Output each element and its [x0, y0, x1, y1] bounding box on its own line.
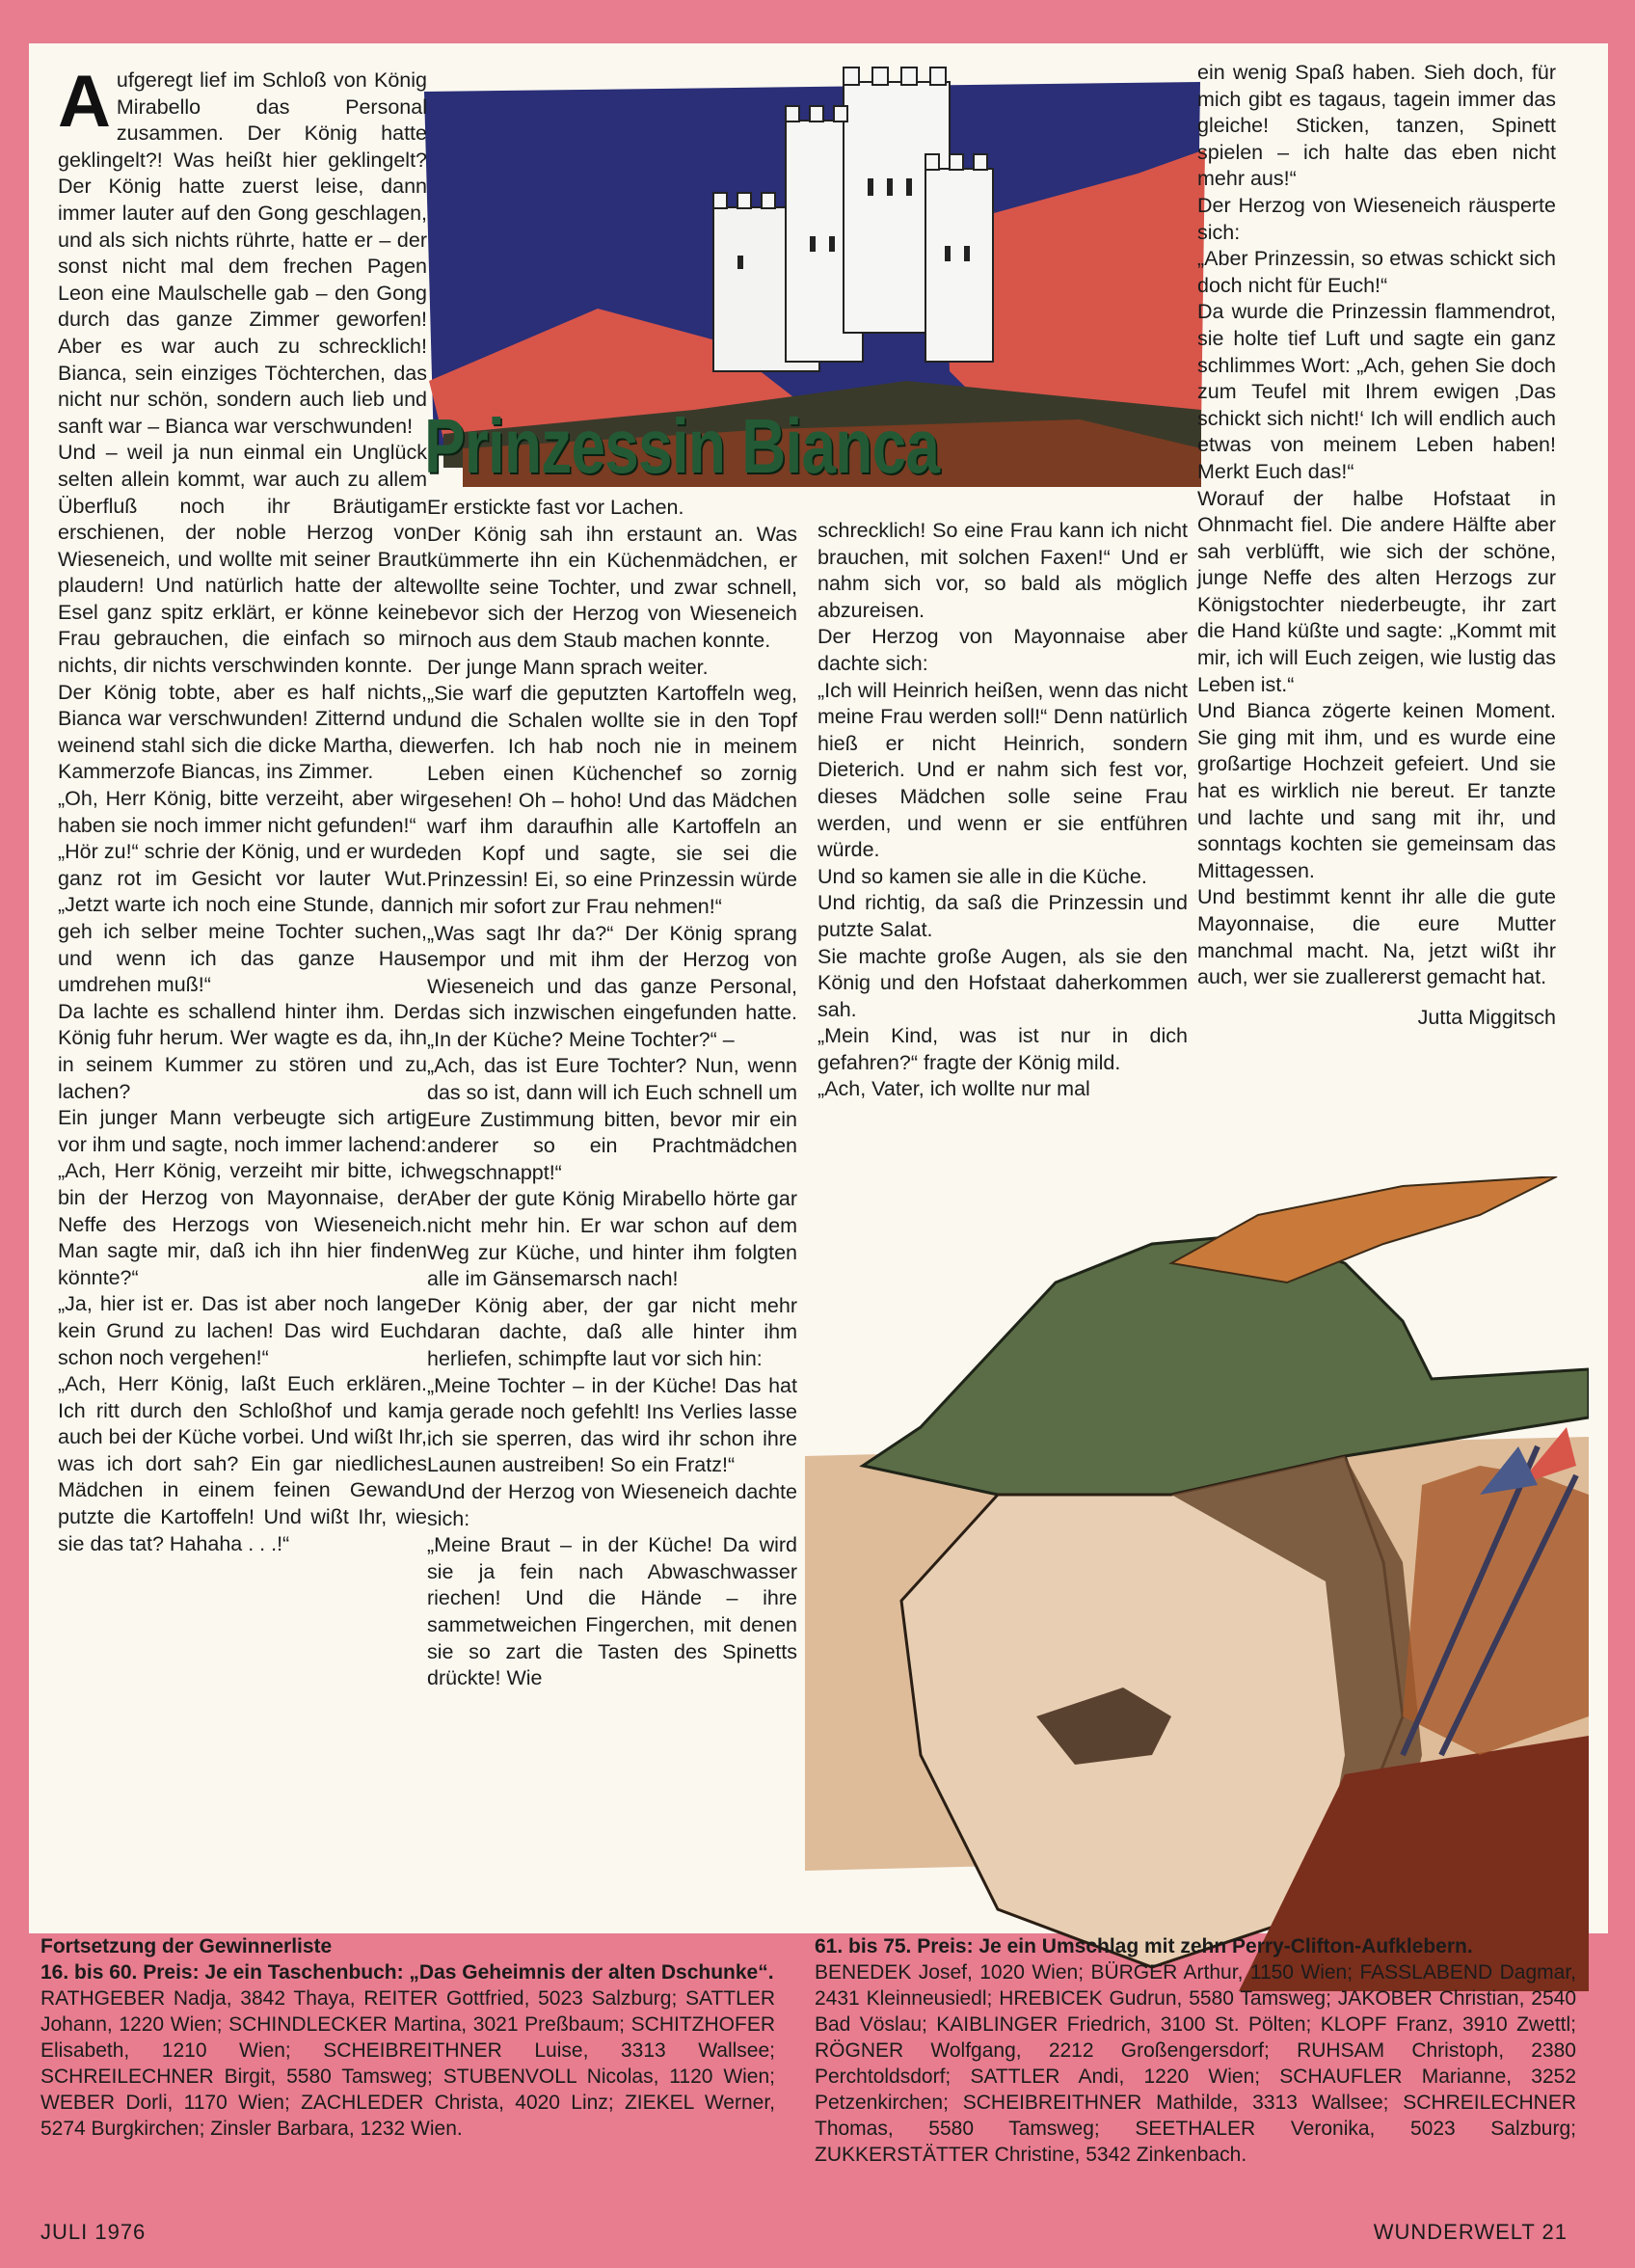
paragraph: Da lachte es schallend hinter ihm. Der König fuhr herum. Wer wagte es da, ihn in seinem Kummer zu stören und zu lachen? [58, 999, 427, 1103]
paragraph: „Meine Braut – in der Küche! Da wird sie ja fein nach Abwaschwasser riechen! Und die Hände – ihre sammetweichen Fingerchen, mit denen sie so zart die Tasten des Spinetts drückte! Wie [427, 1533, 797, 1690]
paragraph: „Ich will Heinrich heißen, wenn das nicht meine Frau werden soll!“ Denn natürlich hieß er nicht Heinrich, sondern Dieterich. Und er nahm sich fest vor, dieses Mädchen solle seine Frau werden, und wenn er sie entführen würde. [818, 678, 1188, 862]
paragraph: Und so kamen sie alle in die Küche. [818, 864, 1147, 888]
paragraph: „Meine Tochter – in der Küche! Das hat ja gerade noch gefehlt! Ins Verlies lasse ich sie sperren, das wird ihr schon ihre Launen austreiben! So ein Fratz!“ [427, 1373, 797, 1477]
paragraph: Der junge Mann sprach weiter. [427, 655, 709, 679]
column-3 [818, 518, 1188, 1103]
column-2 [427, 495, 797, 1692]
magazine-page [29, 43, 1608, 1933]
paragraph: Der König tobte, aber es half nichts, Bianca war verschwunden! Zitternd und weinend stahl sich die dicke Martha, die Kammerzofe Biancas, ins Zimmer. [58, 680, 427, 784]
paragraph: Und der Herzog von Wieseneich dachte sich: [427, 1479, 797, 1530]
paragraph: Sie machte große Augen, als sie den König und den Hofstaat daherkommen sah. [818, 944, 1188, 1021]
paragraph: Aufgeregt lief im Schloß von König Mirabello das Personal zusammen. Der König hatte geklingelt?! Was heißt hier geklingelt? Der König hatte zuerst leise, dann immer lauter auf den Gong geschlagen, und als sich nichts rührte, hatte er – der sonst nicht mal dem frechen Pagen Leon eine Maulschelle gab – den Gong durch das ganze Zimmer geworfen! Aber es war auch zu schrecklich! Bianca, sein einziges Töchterchen, das nicht nur schön, sondern auch lieb und sanft war – Bianca war verschwunden! [58, 61, 427, 438]
paragraph: schrecklich! So eine Frau kann ich nicht brauchen, mit solchen Faxen!“ Und er nahm sich vor, so bald als möglich abzureisen. [818, 519, 1188, 622]
paragraph: Der König aber, der gar nicht mehr daran dachte, daß alle hinter ihm herliefen, schimpfte laut vor sich hin: [427, 1293, 797, 1370]
winners-list-left [40, 1933, 775, 2142]
paragraph: „Was sagt Ihr da?“ Der König sprang empor und mit ihm der Herzog von Wieseneich und das ganze Personal, das sich inzwischen eingefunden hatte. „In der Küche? Meine Tochter?“ – [427, 921, 797, 1051]
winner-names: RATHGEBER Nadja, 3842 Thaya, REITER Gottfried, 5023 Salzburg; SATTLER Johann, 1220 Wien; SCHINDLECKER Martina, 3021 Preßbaum; SCHITZHOFER Elisabeth, 1210 Wien; SCHEIBREITHNER Luise, 3313 Wallsee; SCHREILECHNER Birgit, 5580 Tamsweg; STUBENVOLL Nicolas, 1120 Wien; WEBER Dorli, 1170 Wien; ZACHLEDER Christa, 4020 Linz; ZIEKEL Werner, 5274 Burgkirchen; Zinsler Barbara, 1232 Wien. [40, 1987, 775, 2140]
paragraph: „Ach, Herr König, laßt Euch erklären. Ich ritt durch den Schloßhof und kam auch bei der Küche vorbei. Und wißt Ihr, was ich dort sah? Ein gar niedliches Mädchen in einem feinen Gewand putzte die Kartoffeln! Und wißt Ihr, wie sie das tat? Hahaha . . .!“ [58, 1372, 427, 1555]
paragraph: Und – weil ja nun einmal ein Unglück selten allein kommt, war auch zu allem Überfluß noch ihr Bräutigam erschienen, der noble Herzog von Wieseneich, und wollte mit seiner Braut plaudern! Und natürlich hatte der alte Esel ganz spitz erklärt, er könne keine Frau gebrauchen, die einfach so mir nichts, dir nichts verschwinden konnte. [58, 441, 427, 678]
issue-date: JULI 1976 [40, 2220, 147, 2244]
article-title: Prinzessin Bianca [424, 403, 940, 489]
paragraph: „Mein Kind, was ist nur in dich gefahren?“ fragte der König mild. [818, 1024, 1188, 1074]
paragraph: Worauf der halbe Hofstaat in Ohnmacht fiel. Die andere Hälfte aber sah verblüfft, wie sich der schöne, junge Neffe des alten Herzogs zur Königstochter niederbeugte, ihr zart die Hand küßte und sagte: „Kommt mit mir, ich will Euch zeigen, wie lustig das Leben ist.“ [1197, 486, 1556, 696]
paragraph: Der Herzog von Wieseneich räusperte sich: [1197, 193, 1556, 244]
paragraph: Ein junger Mann verbeugte sich artig vor ihm und sagte, noch immer lachend: [58, 1106, 427, 1156]
hunter-illustration [805, 1176, 1589, 1991]
paragraph: „Ja, hier ist er. Das ist aber noch lange kein Grund zu lachen! Das wird Euch schon noch vergehen!“ [58, 1292, 427, 1369]
paragraph: Er erstickte fast vor Lachen. [427, 496, 684, 519]
winners-heading: Fortsetzung der Gewinnerliste [40, 1935, 333, 1958]
paragraph: „Aber Prinzessin, so etwas schickt sich doch nicht für Euch!“ [1197, 247, 1556, 297]
paragraph: Da wurde die Prinzessin flammendrot, sie holte tief Luft und sagte ein ganz schlimmes Wort: „Ach, gehen Sie doch zum Teufel mit Ihrem ewigen ‚Das schickt sich nicht!‘ Ich will endlich auch etwas von meinem Leben haben! Merkt Euch das!“ [1197, 300, 1556, 483]
paragraph: „Ach, das ist Eure Tochter? Nun, wenn das so ist, dann will ich Euch schnell um Eure Zustimmung bitten, bevor mir ein anderer so ein Prachtmädchen wegschnappt!“ [427, 1054, 797, 1184]
prize-heading: 16. bis 60. Preis: Je ein Taschenbuch: „Das Geheimnis der alten Dschunke“. [40, 1961, 774, 1984]
paragraph: Und Bianca zögerte keinen Moment. Sie ging mit ihm, und es wurde eine großartige Hochzeit gefeiert. Und sie hat es wirklich nie bereut. Er tanzte und lachte und sang mit ihr, und sonntags kochten sie gemeinsam das Mittagessen. [1197, 699, 1556, 882]
paragraph: Aber der gute König Mirabello hörte gar nicht mehr hin. Er war schon auf dem Weg zur Küche, und hinter ihm folgten alle im Gänsemarsch nach! [427, 1187, 797, 1291]
paragraph: „Ach, Vater, ich wollte nur mal [818, 1077, 1090, 1101]
page-number: WUNDERWELT 21 [1373, 2220, 1568, 2244]
column-1 [58, 61, 427, 1557]
prize-heading: 61. bis 75. Preis: Je ein Umschlag mit zehn Perry-Clifton-Aufklebern. [815, 1935, 1473, 1958]
column-4 [1197, 60, 1556, 1031]
paragraph: ein wenig Spaß haben. Sieh doch, für mich gibt es tagaus, tagein immer das gleiche! Sticken, tanzen, Spinett spielen – ich halte das eben nicht mehr aus!“ [1197, 61, 1556, 191]
paragraph: „Ach, Herr König, verzeiht mir bitte, ich bin der Herzog von Mayonnaise, der Neffe des Herzogs von Wieseneich. Man sagte mir, daß ich ihn hier finden könnte?“ [58, 1159, 427, 1289]
paragraph: Der König sah ihn erstaunt an. Was kümmerte ihn ein Küchenmädchen, er wollte seine Tochter, und zwar schnell, bevor sich der Herzog von Wieseneich noch aus dem Staub machen konnte. [427, 522, 797, 652]
paragraph: Und richtig, da saß die Prinzessin und putzte Salat. [818, 891, 1188, 941]
paragraph: „Oh, Herr König, bitte verzeiht, aber wir haben sie noch immer nicht gefunden!“ [58, 787, 427, 837]
paragraph: „Sie warf die geputzten Kartoffeln weg, und die Schalen wollte sie in den Topf werfen. Ich hab noch nie in meinem Leben einen Küchenchef so zornig gesehen! Oh – hoho! Und das Mädchen warf ihm daraufhin alle Kartoffeln an den Kopf und sagte, sie sei die Prinzessin! Ei, so eine Prinzessin würde ich mir sofort zur Frau nehmen!“ [427, 682, 797, 918]
paragraph: Und bestimmt kennt ihr alle die gute Mayonnaise, die eure Mutter manchmal macht. Na, jetzt wißt ihr auch, wer sie zuallererst gemacht hat. [1197, 885, 1556, 989]
author-name: Jutta Miggitsch [1417, 1005, 1556, 1029]
winner-names: BENEDEK Josef, 1020 Wien; BÜRGER Arthur, 1150 Wien; FASSLABEND Dagmar, 2431 Kleinneusiedl; HREBICEK Gudrun, 5580 Tamsweg; JAKOBER Christian, 2540 Bad Vöslau; KAIBLINGER Friedrich, 3100 St. Pölten; KLOPF Franz, 3910 Zwettl; RÖGNER Wolfgang, 2212 Großengersdorf; RUHSAM Christoph, 2380 Perchtoldsdorf; SATTLER Andi, 1220 Wien; SCHAUFLER Marianne, 3252 Petzenkirchen; SCHEIBREITHNER Mathilde, 3313 Wallsee; SCHREILECHNER Thomas, 5580 Tamsweg; SEETHALER Veronika, 5023 Salzburg; ZUKKERSTÄTTER Christine, 5342 Zinkenbach. [815, 1961, 1576, 2166]
winners-list-right [815, 1933, 1576, 2168]
paragraph: Der Herzog von Mayonnaise aber dachte sich: [818, 625, 1188, 675]
paragraph: „Hör zu!“ schrie der König, und er wurde ganz rot im Gesicht vor lauter Wut. „Jetzt warte ich noch eine Stunde, dann geh ich selber meine Tochter suchen, und wenn ich das ganze Haus umdrehen muß!“ [58, 840, 427, 997]
drop-cap: A [58, 61, 111, 143]
